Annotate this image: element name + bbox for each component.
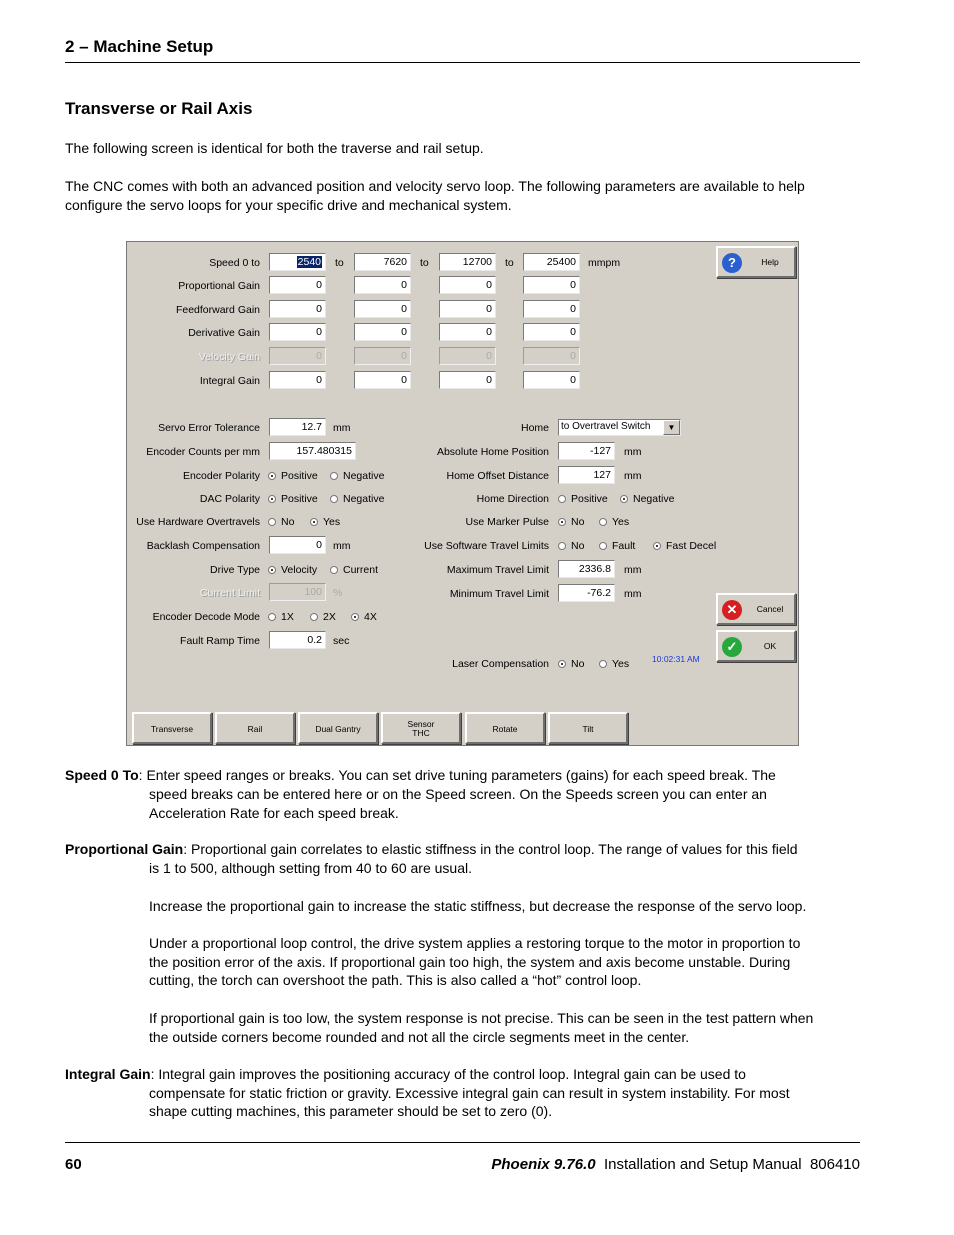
home-dropdown[interactable]: to Overtravel Switch ▼ — [558, 419, 681, 436]
servo-error-tolerance-label: Servo Error Tolerance — [158, 422, 260, 434]
definition-proportional-gain: Proportional Gain: Proportional gain correlates to elastic stiffness in the control loop. The range of values for this field — [65, 841, 798, 857]
definition-text-line: Acceleration Rate for each speed break. — [149, 805, 399, 821]
velocity-gain-field: 0 — [354, 347, 411, 365]
radio-unchecked-icon — [599, 542, 607, 550]
integral-gain-label: Integral Gain — [199, 375, 260, 387]
tab-sensor-thc[interactable]: Sensor THC — [381, 712, 461, 744]
servo-error-tolerance-field[interactable]: 12.7 — [269, 418, 326, 436]
fault-ramp-time-label: Fault Ramp Time — [180, 635, 260, 647]
ok-check-icon: ✓ — [722, 637, 742, 657]
definition-text-line: speed breaks can be entered here or on the Speed screen. On the Speeds screen you can enter an — [149, 786, 767, 802]
radio-unchecked-icon — [268, 518, 276, 526]
laser-comp-no-radio[interactable]: No — [558, 658, 584, 670]
encoder-decode-4x-radio[interactable]: 4X — [351, 611, 377, 623]
feedforward-gain-label: Feedforward Gain — [175, 304, 260, 316]
definition-text-line: compensate for static friction or gravity. Excessive integral gain can result in system instability. For most — [149, 1085, 790, 1101]
marker-pulse-label: Use Marker Pulse — [465, 516, 549, 528]
radio-checked-icon — [268, 472, 276, 480]
current-limit-label: Current Limit — [199, 587, 260, 599]
integral-gain-field[interactable]: 0 — [523, 371, 580, 389]
unit-mm: mm — [624, 588, 642, 600]
definition-text-line: is 1 to 500, although setting from 40 to 60 are usual. — [149, 860, 472, 876]
backlash-compensation-field[interactable]: 0 — [269, 536, 326, 554]
page-number: 60 — [65, 1156, 82, 1173]
dac-polarity-label: DAC Polarity — [199, 493, 260, 505]
unit-sec: sec — [333, 635, 350, 647]
marker-pulse-yes-radio[interactable]: Yes — [599, 516, 629, 528]
home-direction-negative-radio[interactable]: Negative — [620, 493, 674, 505]
radio-unchecked-icon — [599, 518, 607, 526]
derivative-gain-field[interactable]: 0 — [439, 323, 496, 341]
speed-field-2[interactable]: 12700 — [439, 253, 496, 271]
home-label: Home — [520, 422, 549, 434]
definition-text-line: shape cutting machines, this parameter should be set to zero (0). — [149, 1103, 553, 1119]
velocity-gain-label: Velocity Gain — [198, 351, 260, 363]
help-button[interactable]: ? Help — [716, 246, 796, 278]
unit-mm: mm — [333, 422, 351, 434]
radio-unchecked-icon — [558, 495, 566, 503]
radio-unchecked-icon — [558, 542, 566, 550]
hardware-overtravels-yes-radio[interactable]: Yes — [310, 516, 340, 528]
home-direction-positive-radio[interactable]: Positive — [558, 493, 608, 505]
to-label: to — [505, 257, 514, 269]
radio-unchecked-icon — [599, 660, 607, 668]
section-header: 2 – Machine Setup — [65, 37, 214, 56]
encoder-counts-field[interactable]: 157.480315 — [269, 442, 356, 460]
velocity-gain-field: 0 — [439, 347, 496, 365]
proportional-gain-field[interactable]: 0 — [439, 276, 496, 294]
absolute-home-position-label: Absolute Home Position — [436, 446, 549, 458]
cancel-icon: ✕ — [722, 600, 742, 620]
radio-unchecked-icon — [330, 566, 338, 574]
speed-field-3[interactable]: 25400 — [523, 253, 580, 271]
definition-text-line: cutting, the torch can overshoot the path. This is also called a “hot” control loop. — [149, 972, 642, 988]
radio-checked-icon — [351, 613, 359, 621]
dac-polarity-negative-radio[interactable]: Negative — [330, 493, 384, 505]
radio-checked-icon — [653, 542, 661, 550]
laser-comp-yes-radio[interactable]: Yes — [599, 658, 629, 670]
encoder-polarity-label: Encoder Polarity — [182, 470, 260, 482]
encoder-polarity-positive-radio[interactable]: Positive — [268, 470, 318, 482]
definition-paragraph: Increase the proportional gain to increase the static stiffness, but decrease the response of the servo loop. — [149, 898, 807, 914]
definition-text-line: the position error of the axis. If proportional gain too high, the system and axis become unstable. During — [149, 954, 791, 970]
radio-checked-icon — [268, 566, 276, 574]
clock: 10:02:31 AM — [652, 654, 700, 664]
header-rule — [65, 62, 860, 63]
speed-field-1[interactable]: 7620 — [354, 253, 411, 271]
intro-paragraph-1: The following screen is identical for both the traverse and rail setup. — [65, 140, 484, 156]
intro-paragraph-2: The CNC comes with both an advanced position and velocity servo loop. The following parameters are available to help configure the servo loops for your specific drive and mechanical system. — [65, 178, 805, 213]
footer-rule — [65, 1142, 860, 1143]
feedforward-gain-field[interactable]: 0 — [354, 300, 411, 318]
speed-field-0[interactable]: 2540 — [269, 253, 326, 271]
definition-speed0: Speed 0 To: Enter speed ranges or breaks. You can set drive tuning parameters (gains) for each speed break. The — [65, 767, 776, 783]
radio-checked-icon — [620, 495, 628, 503]
tab-rail[interactable]: Rail — [215, 712, 295, 744]
speed-label: Speed 0 to — [209, 257, 260, 269]
to-label: to — [335, 257, 344, 269]
definition-text-line: the outside corners become rounded and not all the circle segments meet in the center. — [149, 1029, 690, 1045]
minimum-travel-limit-label: Minimum Travel Limit — [449, 588, 549, 600]
tab-transverse[interactable]: Transverse — [132, 712, 212, 744]
hardware-overtravels-no-radio[interactable]: No — [268, 516, 294, 528]
integral-gain-field[interactable]: 0 — [269, 371, 326, 389]
definition-text-line: If proportional gain is too low, the system response is not precise. This can be seen in the test pattern when — [149, 1010, 814, 1026]
software-limits-fast-decel-radio[interactable]: Fast Decel — [653, 540, 716, 552]
proportional-gain-label: Proportional Gain — [178, 280, 260, 292]
velocity-gain-field: 0 — [269, 347, 326, 365]
absolute-home-position-field[interactable]: -127 — [558, 442, 615, 460]
dac-polarity-positive-radio[interactable]: Positive — [268, 493, 318, 505]
cancel-button[interactable]: ✕ Cancel — [716, 593, 796, 625]
proportional-gain-field[interactable]: 0 — [523, 276, 580, 294]
derivative-gain-field[interactable]: 0 — [523, 323, 580, 341]
home-direction-label: Home Direction — [476, 493, 549, 505]
velocity-gain-field: 0 — [523, 347, 580, 365]
drive-type-label: Drive Type — [210, 564, 260, 576]
minimum-travel-limit-field[interactable]: -76.2 — [558, 584, 615, 602]
unit-mm: mm — [624, 446, 642, 458]
derivative-gain-field[interactable]: 0 — [269, 323, 326, 341]
encoder-decode-1x-radio[interactable]: 1X — [268, 611, 294, 623]
home-offset-distance-field[interactable]: 127 — [558, 466, 615, 484]
feedforward-gain-field[interactable]: 0 — [269, 300, 326, 318]
software-limits-fault-radio[interactable]: Fault — [599, 540, 635, 552]
drive-type-current-radio[interactable]: Current — [330, 564, 378, 576]
encoder-counts-label: Encoder Counts per mm — [146, 446, 260, 458]
radio-checked-icon — [310, 518, 318, 526]
home-offset-distance-label: Home Offset Distance — [446, 470, 549, 482]
radio-unchecked-icon — [330, 495, 338, 503]
backlash-compensation-label: Backlash Compensation — [146, 540, 260, 552]
page-title: Transverse or Rail Axis — [65, 99, 253, 118]
current-limit-field: 100 — [269, 583, 326, 601]
radio-unchecked-icon — [310, 613, 318, 621]
maximum-travel-limit-label: Maximum Travel Limit — [446, 564, 549, 576]
unit-mmpm: mmpm — [588, 257, 621, 269]
integral-gain-field[interactable]: 0 — [439, 371, 496, 389]
radio-checked-icon — [268, 495, 276, 503]
proportional-gain-field[interactable]: 0 — [354, 276, 411, 294]
maximum-travel-limit-field[interactable]: 2336.8 — [558, 560, 615, 578]
setup-screenshot — [126, 241, 799, 746]
derivative-gain-label: Derivative Gain — [188, 327, 260, 339]
hardware-overtravels-label: Use Hardware Overtravels — [136, 516, 260, 528]
proportional-gain-field[interactable]: 0 — [269, 276, 326, 294]
software-travel-limits-label: Use Software Travel Limits — [424, 540, 549, 552]
to-label: to — [420, 257, 429, 269]
marker-pulse-no-radio[interactable]: No — [558, 516, 584, 528]
feedforward-gain-field[interactable]: 0 — [523, 300, 580, 318]
encoder-polarity-negative-radio[interactable]: Negative — [330, 470, 384, 482]
radio-unchecked-icon — [330, 472, 338, 480]
encoder-decode-2x-radio[interactable]: 2X — [310, 611, 336, 623]
software-limits-no-radio[interactable]: No — [558, 540, 584, 552]
footer-manual-title: Phoenix 9.76.0 Installation and Setup Manual 806410 — [491, 1156, 860, 1173]
unit-mm: mm — [333, 540, 351, 552]
radio-unchecked-icon — [268, 613, 276, 621]
unit-mm: mm — [624, 470, 642, 482]
feedforward-gain-field[interactable]: 0 — [439, 300, 496, 318]
tab-rotate[interactable]: Rotate — [465, 712, 545, 744]
help-icon: ? — [722, 253, 742, 273]
tab-tilt[interactable]: Tilt — [548, 712, 628, 744]
drive-type-velocity-radio[interactable]: Velocity — [268, 564, 317, 576]
tab-dual-gantry[interactable]: Dual Gantry — [298, 712, 378, 744]
radio-checked-icon — [558, 518, 566, 526]
dropdown-arrow-icon: ▼ — [663, 420, 680, 435]
unit-mm: mm — [624, 564, 642, 576]
encoder-decode-mode-label: Encoder Decode Mode — [152, 611, 260, 623]
unit-percent: % — [333, 587, 343, 599]
definition-text-line: Under a proportional loop control, the drive system applies a restoring torque to the motor in proportion to — [149, 935, 801, 951]
integral-gain-field[interactable]: 0 — [354, 371, 411, 389]
radio-checked-icon — [558, 660, 566, 668]
fault-ramp-time-field[interactable]: 0.2 — [269, 631, 326, 649]
laser-compensation-label: Laser Compensation — [452, 658, 549, 670]
derivative-gain-field[interactable]: 0 — [354, 323, 411, 341]
ok-button[interactable]: ✓ OK — [716, 630, 796, 662]
definition-integral-gain: Integral Gain: Integral gain improves the positioning accuracy of the control loop. Integral gain can be used to — [65, 1066, 746, 1082]
